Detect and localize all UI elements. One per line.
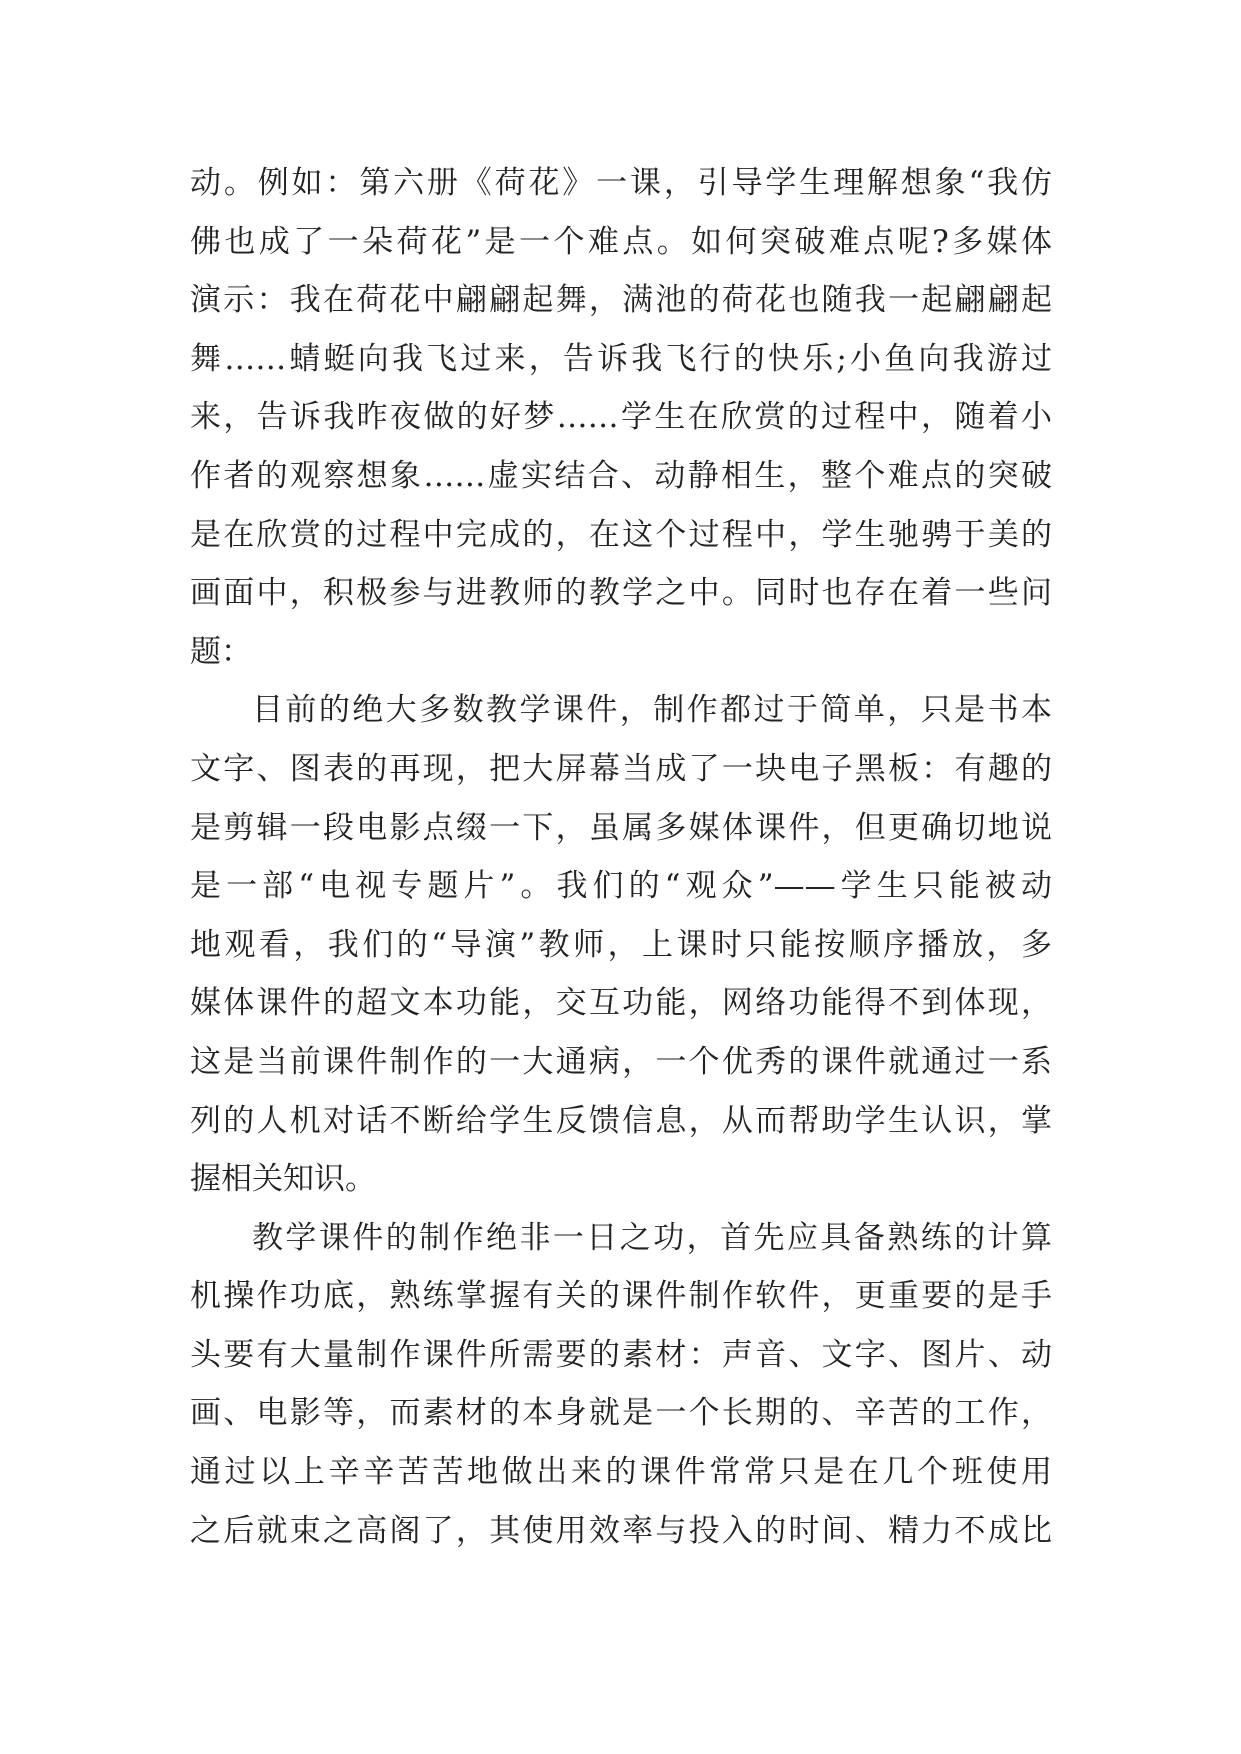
text-line: 是在欣赏的过程中完成的，在这个过程中，学生驰骋于美的 — [190, 516, 1052, 553]
text-line: 媒体课件的超文本功能，交互功能，网络功能得不到体现， — [190, 985, 1052, 1022]
text-line: 目前的绝大多数教学课件，制作都过于简单，只是书本 — [252, 692, 1052, 729]
paragraph — [190, 681, 1052, 1208]
body-text — [190, 154, 1052, 1560]
text-line: 机操作功底，熟练掌握有关的课件制作软件，更重要的是手 — [190, 1278, 1052, 1315]
text-line: 来，告诉我昨夜做的好梦……学生在欣赏的过程中，随着小 — [190, 399, 1052, 436]
text-line: 是剪辑一段电影点缀一下，虽属多媒体课件，但更确切地说 — [190, 809, 1052, 846]
text-line: 握相关知识。 — [190, 1161, 376, 1198]
text-line: 作者的观察想象……虚实结合、动静相生，整个难点的突破 — [190, 457, 1052, 494]
text-line: 列的人机对话不断给学生反馈信息，从而帮助学生认识，掌 — [190, 1102, 1052, 1139]
text-line: 文字、图表的再现，把大屏幕当成了一块电子黑板：有趣的 — [190, 750, 1052, 787]
text-line: 佛也成了一朵荷花”是一个难点。如何突破难点呢?多媒体 — [190, 223, 1052, 260]
text-line: 这是当前课件制作的一大通病，一个优秀的课件就通过一系 — [190, 1043, 1052, 1080]
text-line: 题： — [190, 633, 252, 670]
text-line: 演示：我在荷花中翩翩起舞，满池的荷花也随我一起翩翩起 — [190, 282, 1052, 319]
text-line: 地观看，我们的“导演”教师，上课时只能按顺序播放，多 — [190, 926, 1052, 963]
text-line: 通过以上辛辛苦苦地做出来的课件常常只是在几个班使用 — [190, 1454, 1052, 1491]
text-line: 动。例如：第六册《荷花》一课，引导学生理解想象“我仿 — [190, 165, 1052, 201]
text-line: 头要有大量制作课件所需要的素材：声音、文字、图片、动 — [190, 1336, 1052, 1373]
text-line: 是一部“电视专题片”。我们的“观众”——学生只能被动 — [190, 868, 1052, 905]
text-line: 舞……蜻蜓向我飞过来，告诉我飞行的快乐;小鱼向我游过 — [190, 340, 1052, 377]
text-line: 画面中，积极参与进教师的教学之中。同时也存在着一些问 — [190, 575, 1052, 612]
text-line: 之后就束之高阁了，其使用效率与投入的时间、精力不成比 — [190, 1512, 1052, 1549]
paragraph — [190, 154, 1052, 681]
text-line: 教学课件的制作绝非一日之功，首先应具备熟练的计算 — [252, 1219, 1052, 1256]
paragraph — [190, 1209, 1052, 1561]
text-line: 画、电影等，而素材的本身就是一个长期的、辛苦的工作， — [190, 1395, 1052, 1432]
